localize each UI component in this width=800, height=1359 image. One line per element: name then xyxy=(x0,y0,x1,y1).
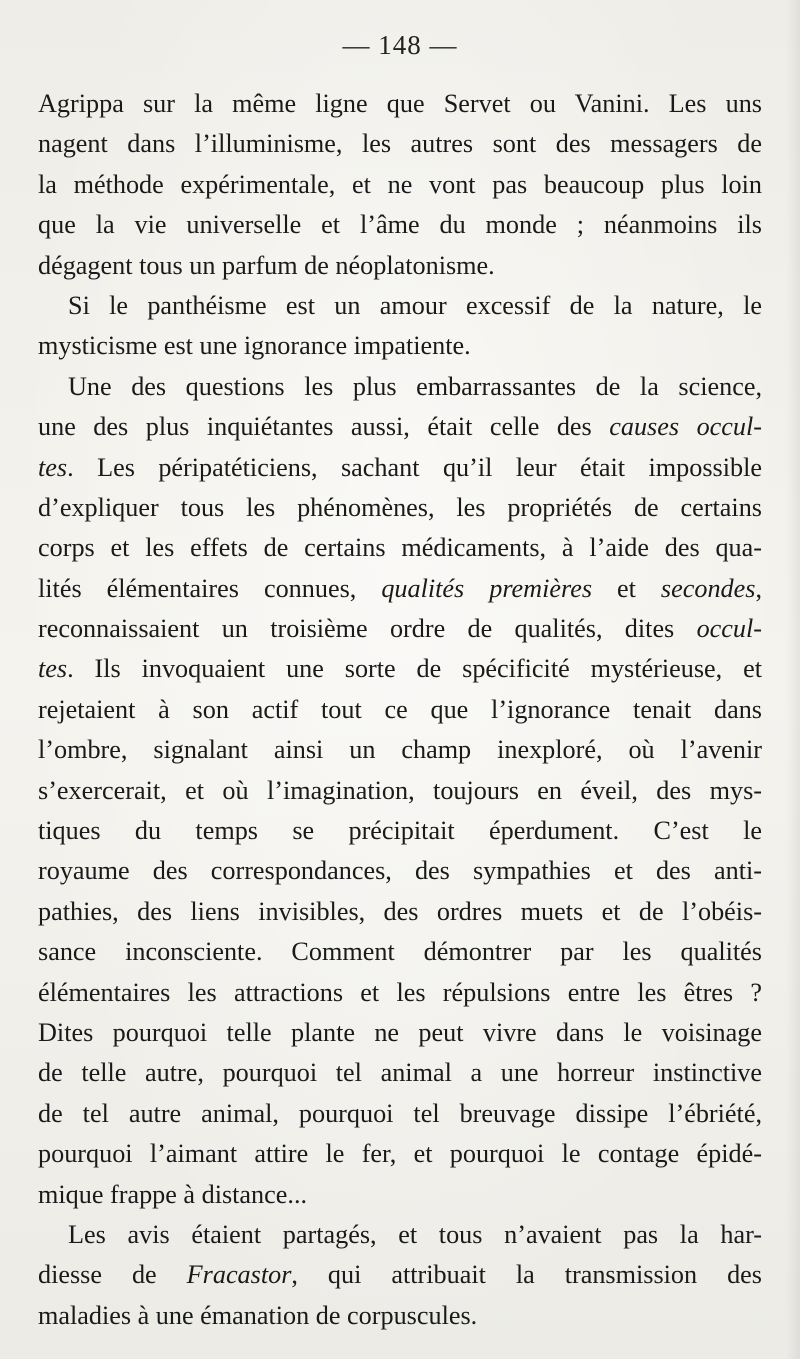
text-run: que la vie universelle et l’âme du monde ; néanmoins ils xyxy=(38,210,762,240)
text-line xyxy=(38,730,762,770)
text-run: . Ils invoquaient une sorte de spécificité mystérieuse, et xyxy=(67,654,762,684)
text-line xyxy=(38,690,762,730)
text-run: maladies à une émanation de corpuscules. xyxy=(38,1300,478,1330)
text-run: Les avis étaient partagés, et tous n’avaient pas la har- xyxy=(68,1219,762,1249)
text-run: une des plus inquiétantes aussi, était celle des xyxy=(38,412,610,442)
text-run: Agrippa sur la même ligne que Servet ou Vanini. Les uns xyxy=(38,89,762,118)
text-line xyxy=(38,407,762,447)
text-run: diesse de xyxy=(38,1260,187,1290)
text-line xyxy=(38,1094,762,1134)
text-line xyxy=(38,246,762,286)
text-line xyxy=(38,367,762,407)
text-run: l’ombre, signalant ainsi un champ inexploré, où l’avenir xyxy=(38,735,762,765)
text-run: corps et les effets de certains médicaments, à l’aide des qua- xyxy=(38,533,762,563)
italic-text: Fracastor xyxy=(186,1260,292,1290)
text-line xyxy=(38,649,762,689)
text-line xyxy=(38,124,762,164)
text-run: mysticisme est une ignorance impatiente. xyxy=(38,331,471,361)
italic-text: qualités premières xyxy=(381,573,593,603)
text-line xyxy=(38,1215,762,1255)
text-run: de telle autre, pourquoi tel animal a une horreur instinctive xyxy=(38,1058,762,1088)
text-run: de tel autre animal, pourquoi tel breuvage dissipe l’ébriété, xyxy=(38,1098,762,1128)
text-line xyxy=(38,205,762,245)
text-line xyxy=(38,609,762,649)
page-edge-shadow xyxy=(786,0,800,1359)
text-line xyxy=(38,1255,762,1295)
text-run: Une des questions les plus embarrassantes de la science, xyxy=(68,371,762,401)
text-run: nagent dans l’illuminisme, les autres sont des messagers de xyxy=(38,129,762,159)
text-line xyxy=(38,165,762,205)
italic-text: occul- xyxy=(696,614,762,644)
text-line xyxy=(38,528,762,568)
text-run: élémentaires les attractions et les répulsions entre les êtres ? xyxy=(38,977,762,1007)
text-line xyxy=(38,326,762,366)
text-run: . Les péripatéticiens, sachant qu’il leur était impossible xyxy=(67,452,762,482)
text-line xyxy=(38,488,762,528)
text-run: , xyxy=(755,573,762,603)
text-run: pathies, des liens invisibles, des ordres muets et de l’obéis- xyxy=(38,896,762,926)
italic-text: secondes xyxy=(660,573,756,603)
text-line xyxy=(38,973,762,1013)
text-run: reconnaissaient un troisième ordre de qualités, dites xyxy=(38,614,697,644)
text-run: Si le panthéisme est un amour excessif de la nature, le xyxy=(68,290,762,320)
text-run: s’exercerait, et où l’imagination, toujours en éveil, des mys- xyxy=(38,775,762,805)
text-line xyxy=(38,448,762,488)
text-run: lités élémentaires connues, xyxy=(38,573,382,603)
text-run: sance inconsciente. Comment démontrer par les qualités xyxy=(38,937,762,967)
text-line xyxy=(38,892,762,932)
text-run: Dites pourquoi telle plante ne peut vivre dans le voisinage xyxy=(38,1017,762,1047)
text-line xyxy=(38,811,762,851)
text-line xyxy=(38,569,762,609)
text-run: dégagent tous un parfum de néoplatonisme. xyxy=(38,250,495,280)
text-line xyxy=(38,771,762,811)
italic-text: tes xyxy=(38,452,68,482)
text-line xyxy=(38,1175,762,1215)
text-run: tiques du temps se précipitait éperdument. C’est le xyxy=(38,816,762,846)
text-run: royaume des correspondances, des sympathies et des anti- xyxy=(38,856,762,886)
text-line xyxy=(38,1053,762,1093)
italic-text: tes xyxy=(38,654,68,684)
text-run: et xyxy=(592,573,661,603)
page-number: — 148 — xyxy=(342,30,458,60)
text-run: pourquoi l’aimant attire le fer, et pourquoi le contage épidé- xyxy=(38,1139,762,1169)
body-text xyxy=(38,84,762,1336)
text-line xyxy=(38,1296,762,1336)
text-line xyxy=(38,1013,762,1053)
text-run: , qui attribuait la transmission des xyxy=(291,1260,762,1290)
text-line xyxy=(38,84,762,124)
text-line xyxy=(38,1134,762,1174)
text-line xyxy=(38,286,762,326)
text-line xyxy=(38,932,762,972)
text-run: rejetaient à son actif tout ce que l’ignorance tenait dans xyxy=(38,694,762,724)
text-run: la méthode expérimentale, et ne vont pas beaucoup plus loin xyxy=(38,169,762,199)
text-line xyxy=(38,851,762,891)
text-run: mique frappe à distance... xyxy=(38,1179,308,1209)
italic-text: causes occul- xyxy=(609,412,762,442)
text-run: d’expliquer tous les phénomènes, les propriétés de certains xyxy=(38,492,762,522)
